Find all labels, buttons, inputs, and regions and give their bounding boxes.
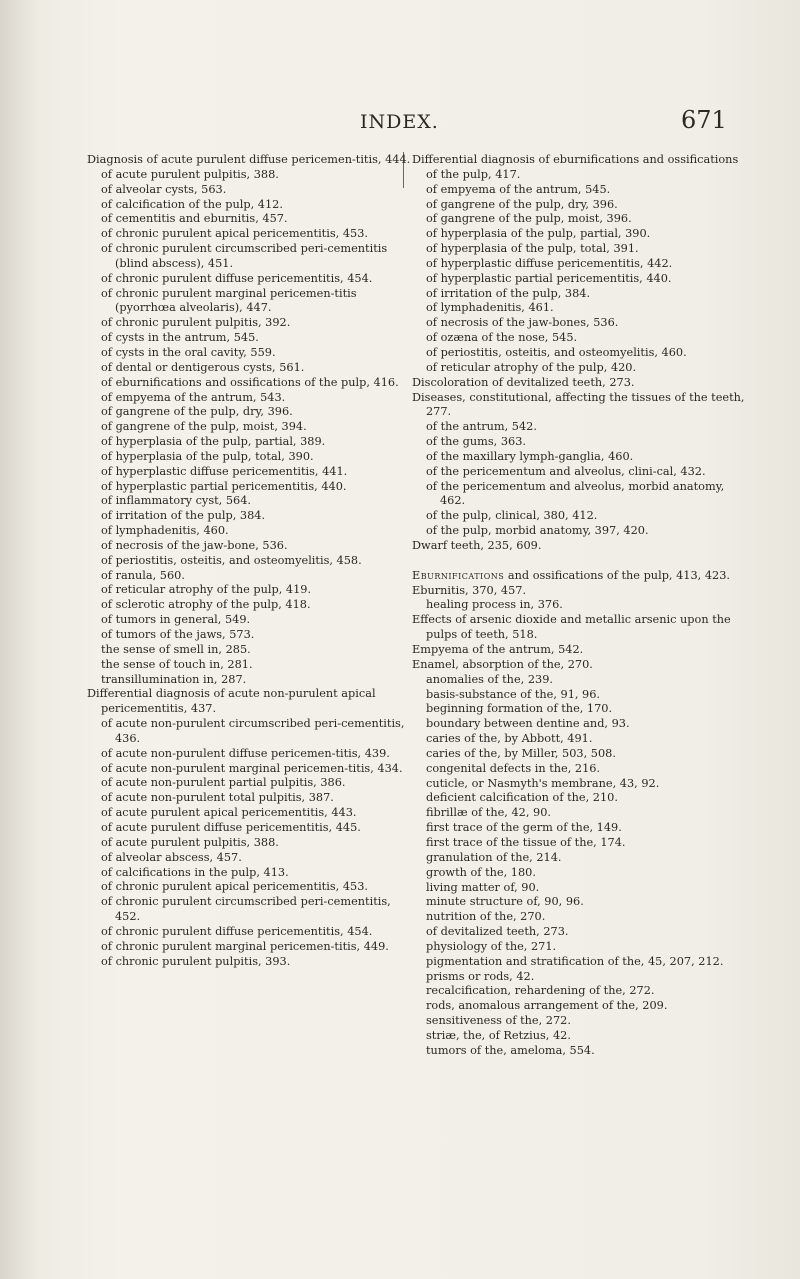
index-subentry [87, 717, 417, 747]
index-subentry-text: of hyperplastic diffuse pericementitis, 441. [101, 464, 348, 478]
index-subentry [87, 391, 417, 406]
index-subentry [412, 316, 747, 331]
index-subentry [412, 1014, 747, 1029]
index-subentry-text: of empyema of the antrum, 545. [426, 182, 611, 196]
index-subentry-text: of chronic purulent circumscribed peri-cementitis, 452. [101, 895, 391, 924]
index-subentry-text: prisms or rods, 42. [426, 969, 535, 983]
index-subentry [412, 242, 747, 257]
index-subentry-text: pigmentation and stratification of the, 45, 207, 212. [426, 954, 724, 968]
index-subentry [412, 836, 747, 851]
index-subentry-text: of periostitis, osteitis, and osteomyelitis, 460. [426, 345, 687, 359]
index-subentry [87, 643, 417, 658]
index-subentry [87, 316, 417, 331]
index-entry: Eburnitis, 370, 457. [412, 583, 527, 597]
index-subentry-text: of calcifications in the pulp, 413. [101, 865, 289, 879]
index-subentry [87, 554, 417, 569]
index-subentry-text: of the pulp, morbid anatomy, 397, 420. [426, 524, 649, 538]
index-subentry [412, 777, 747, 792]
index-subentry [87, 673, 417, 688]
index-subentry-text: of acute non-purulent marginal pericemen-titis, 434. [101, 761, 403, 775]
index-entry: Discoloration of devitalized teeth, 273. [412, 375, 635, 389]
index-subentry [412, 673, 747, 688]
index-subentry [412, 331, 747, 346]
index-subentry [412, 524, 747, 539]
index-subentry [412, 1044, 747, 1059]
index-subentry-text: of irritation of the pulp, 384. [101, 509, 266, 523]
index-subentry-text: of hyperplastic partial pericementitis, 440. [426, 271, 672, 285]
index-subentry-text: of empyema of the antrum, 543. [101, 390, 286, 404]
index-subentry [412, 762, 747, 777]
index-subentry-text: of chronic purulent diffuse pericementitis, 454. [101, 924, 373, 938]
index-subentry-text: living matter of, 90. [426, 880, 540, 894]
index-subentry-text: of hyperplasia of the pulp, total, 391. [426, 242, 639, 256]
index-subentry-text: of periostitis, osteitis, and osteomyelitis, 458. [101, 553, 362, 567]
index-subentry [87, 613, 417, 628]
index-subentry [87, 791, 417, 806]
index-subentry [87, 331, 417, 346]
index-subentry [412, 346, 747, 361]
index-subentry-text: of acute non-purulent circumscribed peri-cementitis, 436. [101, 717, 405, 745]
index-subentry-text: of acute non-purulent partial pulpitis, 386. [101, 776, 346, 790]
index-subentry-text: congenital defects in the, 216. [426, 761, 601, 775]
index-subentry-text: of hyperplastic diffuse pericementitis, 442. [426, 256, 673, 270]
index-subentry-text: growth of the, 180. [426, 865, 536, 879]
index-subentry-text: of tumors in general, 549. [101, 613, 251, 627]
index-entry-text: and ossifications of the pulp, 413, 423. [504, 568, 731, 582]
index-subentry-text: of reticular atrophy of the pulp, 420. [426, 360, 637, 374]
index-subentry [87, 272, 417, 287]
index-subentry-text: of chronic purulent circumscribed peri-cementitis (blind abscess), 451. [101, 242, 388, 270]
index-subentry-text: of chronic purulent marginal pericemen-titis, 449. [101, 939, 389, 953]
index-subentry-text: of hyperplastic partial pericementitis, 440. [101, 479, 347, 493]
index-subentry [412, 821, 747, 836]
index-subentry-text: of reticular atrophy of the pulp, 419. [101, 583, 312, 597]
index-subentry-text: of acute purulent pulpitis, 388. [101, 167, 279, 181]
index-subentry [412, 212, 747, 227]
index-subentry-text: first trace of the tissue of the, 174. [426, 835, 626, 849]
index-subentry [412, 688, 747, 703]
index-subentry-text: deficient calcification of the, 210. [426, 791, 618, 805]
index-subentry [87, 376, 417, 391]
index-subentry-text: of hyperplasia of the pulp, total, 390. [101, 449, 314, 463]
index-subentry-text: of cysts in the antrum, 545. [101, 331, 259, 345]
index-entry: Differential diagnosis of eburnifications and ossifications of the pulp, 417. [412, 153, 739, 181]
index-subentry [412, 465, 747, 480]
index-subentry [412, 272, 747, 287]
index-subentry-text: physiology of the, 271. [426, 939, 557, 953]
index-subentry [412, 480, 747, 510]
index-subentry-text: of acute non-purulent diffuse pericemen-titis, 439. [101, 746, 390, 760]
index-column-left [87, 153, 417, 969]
index-subentry-text: of acute purulent pulpitis, 388. [101, 835, 279, 849]
index-subentry-text: of acute purulent apical pericementitis, 443. [101, 806, 357, 820]
index-subentry [412, 198, 747, 213]
index-subentry [87, 925, 417, 940]
index-subentry [412, 450, 747, 465]
index-subentry-text: granulation of the, 214. [426, 850, 562, 864]
index-subentry-text: of chronic purulent apical pericementitis, 453. [101, 880, 368, 894]
index-entry: Differential diagnosis of acute non-purulent apical pericementitis, 437. [87, 687, 376, 716]
index-subentry-text: boundary between dentine and, 93. [426, 717, 630, 731]
index-subentry [412, 910, 747, 925]
index-subentry [87, 405, 417, 420]
index-entry: Effects of arsenic dioxide and metallic arsenic upon the pulps of teeth, 518. [412, 613, 731, 642]
index-subentry [87, 420, 417, 435]
index-subentry [87, 806, 417, 821]
index-subentry [87, 183, 417, 198]
index-subentry [412, 970, 747, 985]
index-subentry-text: of the antrum, 542. [426, 420, 537, 434]
index-subentry-text: of cementitis and eburnitis, 457. [101, 212, 288, 226]
index-subentry [87, 287, 417, 317]
index-subentry-text: the sense of touch in, 281. [101, 657, 253, 671]
index-subentry-text: of cysts in the oral cavity, 559. [101, 345, 276, 359]
index-subentry [87, 168, 417, 183]
index-subentry-text: of tumors of the jaws, 573. [101, 628, 255, 641]
index-subentry [412, 732, 747, 747]
index-entry: Diagnosis of acute purulent diffuse pericemen-titis, 444. [87, 153, 411, 166]
index-subentry [87, 895, 417, 925]
index-subentry-text: beginning formation of the, 170. [426, 702, 613, 716]
index-subentry [87, 583, 417, 598]
index-subentry-text: of hyperplasia of the pulp, partial, 390. [426, 227, 651, 241]
index-subentry [87, 509, 417, 524]
index-subentry-text: healing process in, 376. [426, 598, 563, 612]
index-subentry [87, 539, 417, 554]
index-subentry [412, 747, 747, 762]
index-subentry-text: of the maxillary lymph-ganglia, 460. [426, 449, 634, 463]
index-subentry-text: minute structure of, 90, 96. [426, 895, 584, 909]
index-subentry-text: of alveolar cysts, 563. [101, 182, 227, 196]
index-subentry-text: of chronic purulent marginal pericemen-titis (pyorrhœa alveolaris), 447. [101, 286, 357, 315]
index-subentry [87, 524, 417, 539]
index-subentry [87, 940, 417, 955]
index-subentry [87, 776, 417, 791]
index-entry: Dwarf teeth, 235, 609. [412, 538, 542, 552]
index-subentry [87, 346, 417, 361]
page-title: INDEX. [360, 111, 439, 133]
index-subentry-text: fibrillæ of the, 42, 90. [426, 806, 551, 820]
index-subentry-text: transillumination in, 287. [101, 672, 247, 686]
index-subentry [87, 435, 417, 450]
index-subentry-text: rods, anomalous arrangement of the, 209. [426, 999, 668, 1013]
index-subentry [412, 257, 747, 272]
index-subentry [412, 925, 747, 940]
index-subentry [87, 628, 417, 643]
index-subentry-text: of calcification of the pulp, 412. [101, 197, 283, 211]
index-subentry-text: of the gums, 363. [426, 435, 527, 449]
index-subentry-text: of chronic purulent pulpitis, 392. [101, 316, 291, 330]
index-subentry-text: of alveolar abscess, 457. [101, 850, 242, 864]
index-subentry [412, 955, 747, 970]
index-subentry [87, 212, 417, 227]
page-header [0, 103, 800, 143]
index-subentry [412, 791, 747, 806]
index-subentry-text: of devitalized teeth, 273. [426, 925, 569, 939]
index-entry: Diseases, constitutional, affecting the tissues of the teeth, 277. [412, 390, 745, 419]
page-number: 671 [681, 106, 727, 134]
index-subentry-text: of sclerotic atrophy of the pulp, 418. [101, 598, 311, 612]
index-subentry [87, 851, 417, 866]
index-subentry [87, 450, 417, 465]
index-subentry [412, 999, 747, 1014]
index-subentry [412, 420, 747, 435]
index-entry: Enamel, absorption of the, 270. [412, 657, 593, 671]
index-subentry-text: of inflammatory cyst, 564. [101, 494, 251, 508]
index-subentry [412, 702, 747, 717]
index-subentry-text: of ranula, 560. [101, 568, 185, 582]
index-subentry [87, 242, 417, 272]
index-subentry [87, 762, 417, 777]
index-subentry-text: of acute purulent diffuse pericementitis, 445. [101, 820, 361, 834]
index-subentry-text: first trace of the germ of the, 149. [426, 821, 622, 835]
index-subentry [87, 569, 417, 584]
index-subentry [412, 1029, 747, 1044]
index-subentry-text: recalcification, rehardening of the, 272. [426, 984, 655, 998]
index-subentry [412, 866, 747, 881]
index-entry: Empyema of the antrum, 542. [412, 643, 584, 656]
index-subentry [412, 509, 747, 524]
index-subentry-text: of lymphadenitis, 461. [426, 301, 554, 315]
index-subentry-text: of chronic purulent apical pericementitis, 453. [101, 227, 368, 241]
index-subentry-text: caries of the, by Abbott, 491. [426, 732, 593, 746]
index-subentry-text: tumors of the, ameloma, 554. [426, 1043, 595, 1057]
index-subentry [412, 435, 747, 450]
index-subentry [87, 465, 417, 480]
index-subentry [87, 227, 417, 242]
index-subentry [412, 851, 747, 866]
index-subentry-text: of lymphadenitis, 460. [101, 524, 229, 538]
index-subentry-text: of chronic purulent diffuse pericementitis, 454. [101, 271, 373, 285]
index-subentry-text: of gangrene of the pulp, moist, 396. [426, 212, 632, 226]
index-subentry [87, 955, 417, 970]
index-subentry-text: of necrosis of the jaw-bone, 536. [101, 538, 288, 552]
index-subentry-text: anomalies of the, 239. [426, 672, 553, 686]
index-subentry-text: of eburnifications and ossifications of the pulp, 416. [101, 375, 399, 389]
index-subentry [87, 494, 417, 509]
index-subentry-text: of the pulp, clinical, 380, 412. [426, 509, 598, 523]
index-subentry [87, 361, 417, 376]
index-entry-lead: Eburnifications [412, 568, 505, 582]
index-subentry [412, 806, 747, 821]
index-subentry-text: caries of the, by Miller, 503, 508. [426, 746, 616, 760]
index-subentry-text: the sense of smell in, 285. [101, 642, 251, 656]
index-subentry-text: of gangrene of the pulp, dry, 396. [426, 197, 618, 211]
index-subentry [412, 287, 747, 302]
index-subentry [412, 598, 747, 613]
index-subentry-text: of gangrene of the pulp, dry, 396. [101, 405, 293, 419]
index-subentry [87, 880, 417, 895]
index-subentry [87, 836, 417, 851]
index-subentry [87, 821, 417, 836]
index-subentry [412, 301, 747, 316]
index-entry [412, 569, 747, 584]
index-subentry [87, 747, 417, 762]
index-subentry [87, 598, 417, 613]
index-subentry-text: sensitiveness of the, 272. [426, 1014, 571, 1028]
index-subentry [412, 984, 747, 999]
index-subentry [412, 881, 747, 896]
index-subentry-text: of irritation of the pulp, 384. [426, 286, 591, 300]
index-subentry [412, 227, 747, 242]
index-subentry [87, 866, 417, 881]
index-subentry [87, 480, 417, 495]
index-subentry [412, 940, 747, 955]
index-subentry-text: of the pericementum and alveolus, clini-cal, 432. [426, 464, 706, 478]
index-subentry-text: basis-substance of the, 91, 96. [426, 687, 601, 701]
index-subentry-text: of ozæna of the nose, 545. [426, 331, 578, 345]
index-subentry [412, 361, 747, 376]
index-column-right [412, 153, 747, 1059]
index-subentry-text: cuticle, or Nasmyth's membrane, 43, 92. [426, 776, 660, 790]
index-subentry-text: of hyperplasia of the pulp, partial, 389. [101, 435, 326, 449]
index-subentry [412, 895, 747, 910]
index-subentry [412, 717, 747, 732]
index-subentry-text: nutrition of the, 270. [426, 910, 546, 924]
index-subentry-text: of the pericementum and alveolus, morbid anatomy, 462. [426, 479, 725, 508]
index-subentry-text: striæ, the, of Retzius, 42. [426, 1028, 571, 1042]
index-subentry-text: of chronic purulent pulpitis, 393. [101, 954, 291, 968]
index-subentry-text: of gangrene of the pulp, moist, 394. [101, 420, 307, 434]
index-subentry-text: of acute non-purulent total pulpitis, 387. [101, 791, 334, 805]
index-subentry-text: of necrosis of the jaw-bones, 536. [426, 316, 619, 330]
index-subentry [87, 198, 417, 213]
index-subentry [412, 183, 747, 198]
index-subentry-text: of dental or dentigerous cysts, 561. [101, 360, 305, 374]
index-subentry [87, 658, 417, 673]
